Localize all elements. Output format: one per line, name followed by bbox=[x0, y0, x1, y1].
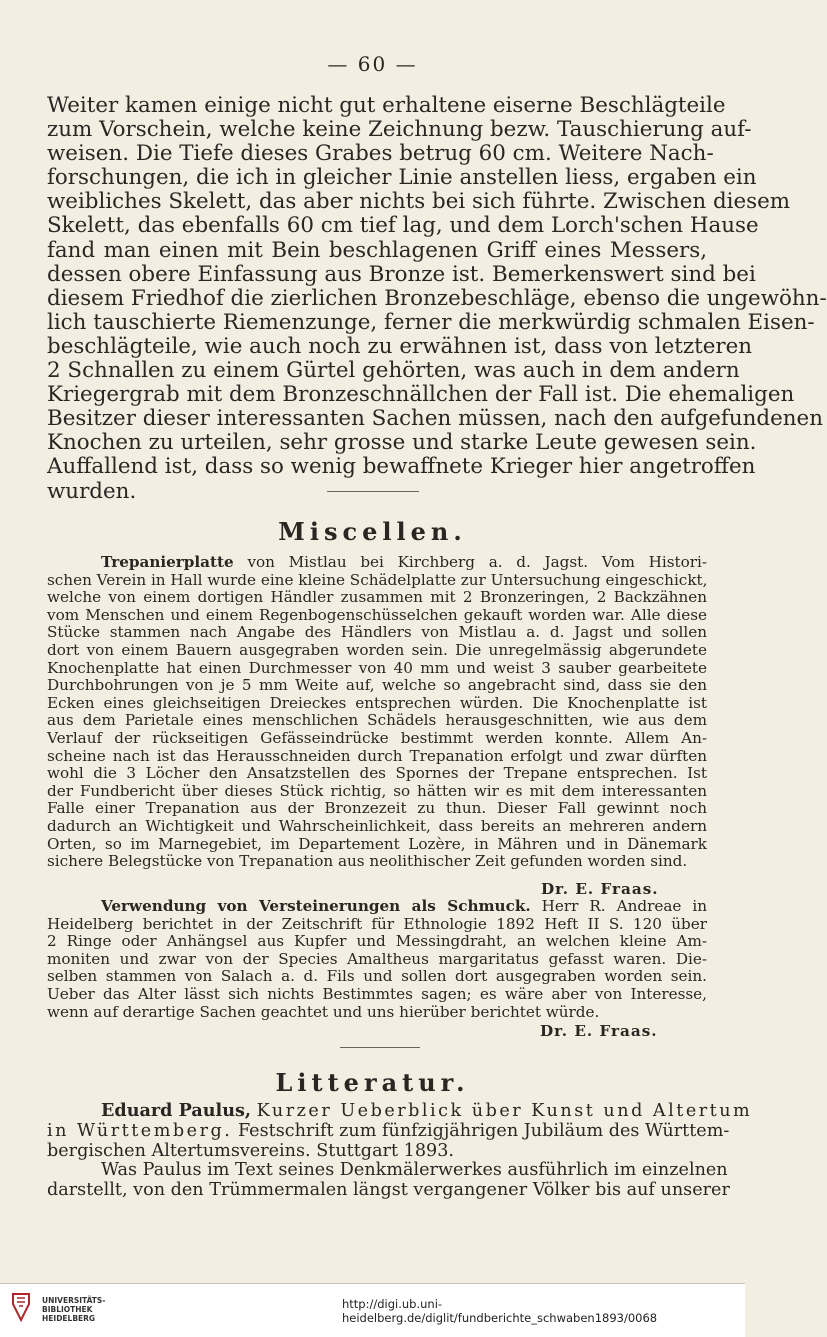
text-line: Skelett, das ebenfalls 60 cm tief lag, und dem Lorch'schen Hause bbox=[47, 213, 759, 239]
text-line: selben stammen von Salach a. d. Fils und sollen dort ausgegraben worden sein. bbox=[47, 967, 707, 986]
text-line: Auffallend ist, dass so wenig bewaffnete Krieger hier angetroffen bbox=[47, 454, 756, 480]
source-url-link[interactable]: http://digi.ub.uni-heidelberg.de/diglit/fundberichte_schwaben1893/0068 bbox=[342, 1297, 658, 1325]
text-line: bergischen Altertumsvereins. Stuttgart 1893. bbox=[47, 1140, 454, 1161]
text-line: dort von einem Bauern ausgegraben worden sein. Die unregelmässig abgerundete bbox=[47, 640, 707, 659]
text-line: forschungen, die ich in gleicher Linie anstellen liess, ergaben ein bbox=[47, 165, 757, 191]
text-line: Stücke stammen nach Angabe des Händlers von Mistlau a. d. Jagst und sollen bbox=[47, 623, 707, 642]
text-line: Was Paulus im Text seines Denkmälerwerkes ausführlich im einzelnen bbox=[101, 1160, 728, 1181]
trepan-article bbox=[47, 554, 707, 871]
article-title: Trepanierplatte bbox=[101, 553, 234, 571]
text-line: welche von einem dortigen Händler zusammen mit 2 Bronzeringen, 2 Backzähnen bbox=[47, 588, 707, 607]
library-name-line: UNIVERSITÄTS- bbox=[42, 1296, 106, 1305]
text-line: schen Verein in Hall wurde eine kleine Schädelplatte zur Untersuchung eingeschickt, bbox=[47, 570, 708, 589]
text-line: sichere Belegstücke von Trepanation aus neolithischer Zeit gefunden worden sind. bbox=[47, 852, 688, 871]
text-line bbox=[47, 1100, 753, 1122]
library-name-line: BIBLIOTHEK bbox=[42, 1305, 93, 1314]
text-line: Durchbohrungen von je 5 mm Weite auf, welche so angebracht sind, dass sie den bbox=[47, 676, 707, 695]
text-line bbox=[47, 1120, 730, 1142]
text-line bbox=[47, 898, 707, 916]
text-line: 2 Schnallen zu einem Gürtel gehörten, was auch in dem andern bbox=[47, 358, 740, 384]
lit-entry bbox=[47, 1100, 753, 1201]
text-line: der Fundbericht über dieses Stück richtig, so hätten wir es mit dem interessanten bbox=[47, 781, 707, 800]
text-line bbox=[47, 554, 707, 572]
text-line: Kriegergrab mit dem Bronzeschnällchen der Fall ist. Die ehemaligen bbox=[47, 382, 795, 408]
lit-title-cont: in Württemberg. bbox=[47, 1120, 233, 1141]
text-line: Knochen zu urteilen, sehr grosse und starke Leute gewesen sein. bbox=[47, 430, 757, 456]
intro-paragraph bbox=[47, 93, 827, 504]
lit-author: Eduard Paulus, bbox=[101, 1100, 252, 1121]
article-lead: Herr R. Andreae in bbox=[541, 897, 707, 915]
text-line: wenn auf derartige Sachen geachtet und uns hierüber berichtet würde. bbox=[47, 1002, 600, 1021]
text-line: Orten, so im Marnegebiet, im Departement Lozère, in Mähren und in Dänemark bbox=[47, 834, 707, 853]
text-line: Ueber das Alter lässt sich nichts Bestimmtes sagen; es wäre aber von Interesse, bbox=[47, 984, 707, 1003]
text-line: weibliches Skelett, das aber nichts bei sich führte. Zwischen diesem bbox=[47, 189, 791, 215]
text-line: darstellt, von den Trümmermalen längst vergangener Völker bis auf unserer bbox=[47, 1180, 730, 1201]
text-line: fand man einen mit Bein beschlagenen Griff eines Messers, bbox=[47, 237, 707, 263]
text-line: scheine nach ist das Herausschneiden durch Trepanation erfolgt und zwar dürften bbox=[47, 746, 707, 765]
text-line: zum Vorschein, welche keine Zeichnung bezw. Tauschierung auf- bbox=[47, 117, 752, 143]
article-lead: von Mistlau bei Kirchberg a. d. Jagst. Vom Histori- bbox=[247, 553, 708, 571]
page-number: — 60 — bbox=[327, 52, 418, 76]
text-line: aus dem Parietale eines menschlichen Schädels herausgeschnitten, wie aus dem bbox=[47, 711, 707, 730]
text-line: dessen obere Einfassung aus Bronze ist. Bemerkenswert sind bei bbox=[47, 261, 756, 287]
text-line: Knochenplatte hat einen Durchmesser von 40 mm und weist 3 sauber gearbeitete bbox=[47, 658, 707, 677]
text-line: lich tauschierte Riemenzunge, ferner die merkwürdig schmalen Eisen- bbox=[47, 309, 815, 335]
text-line: Besitzer dieser interessanten Sachen müssen, nach den aufgefundenen bbox=[47, 406, 823, 432]
text-line: 2 Ringe oder Anhängsel aus Kupfer und Messingdraht, an welchen kleine Am- bbox=[47, 932, 707, 951]
lit-heading: Litteratur. bbox=[275, 1068, 470, 1097]
article-title: Verwendung von Versteinerungen als Schmuck. bbox=[101, 897, 531, 915]
text-line: wohl die 3 Löcher den Ansatzstellen des Spornes der Trepane entsprechen. Ist bbox=[47, 764, 707, 783]
verst-article bbox=[47, 898, 707, 1021]
misc-heading: Miscellen. bbox=[278, 517, 467, 546]
text-line: Falle einer Trepanation aus der Bronzezeit zu thun. Dieser Fall gewinnt noch bbox=[47, 799, 707, 818]
text-line: Verlauf der rückseitigen Gefässeindrücke bestimmt werden konnte. Allem An- bbox=[47, 728, 707, 747]
text-line: beschlägteile, wie auch noch zu erwähnen ist, dass von letzteren bbox=[47, 333, 753, 359]
lit-title: Kurzer Ueberblick über Kunst und Altertum bbox=[256, 1101, 753, 1121]
text-line: Heidelberg berichtet in der Zeitschrift für Ethnologie 1892 Heft II S. 120 über bbox=[47, 914, 707, 933]
section-divider bbox=[327, 491, 419, 492]
section-divider bbox=[340, 1047, 420, 1048]
signature: Dr. E. Fraas. bbox=[541, 880, 659, 898]
text-line: diesem Friedhof die zierlichen Bronzebeschläge, ebenso die ungewöhn- bbox=[47, 285, 827, 311]
library-logo-icon bbox=[10, 1292, 32, 1322]
text-line: moniten und zwar von der Species Amaltheus margaritatus gefasst waren. Die- bbox=[47, 949, 707, 968]
text-line: vom Menschen und einem Regenbogenschüsselchen gekauft worden war. Alle diese bbox=[47, 605, 707, 624]
text-line: Weiter kamen einige nicht gut erhaltene eiserne Beschlägteile bbox=[47, 93, 726, 118]
library-name-line: HEIDELBERG bbox=[42, 1314, 96, 1323]
text-line: wurden. bbox=[47, 478, 137, 504]
text-line: dadurch an Wichtigkeit und Wahrscheinlichkeit, dass bereits an mehreren andern bbox=[47, 816, 707, 835]
library-name bbox=[42, 1296, 105, 1323]
text-line: weisen. Die Tiefe dieses Grabes betrug 60 cm. Weitere Nach- bbox=[47, 141, 714, 167]
text-line: Ecken eines gleichseitigen Dreieckes entsprechen würden. Die Knochenplatte ist bbox=[47, 693, 707, 712]
lit-detail: Festschrift zum fünfzigjährigen Jubiläum des Württem- bbox=[237, 1120, 730, 1141]
signature: Dr. E. Fraas. bbox=[540, 1022, 658, 1040]
